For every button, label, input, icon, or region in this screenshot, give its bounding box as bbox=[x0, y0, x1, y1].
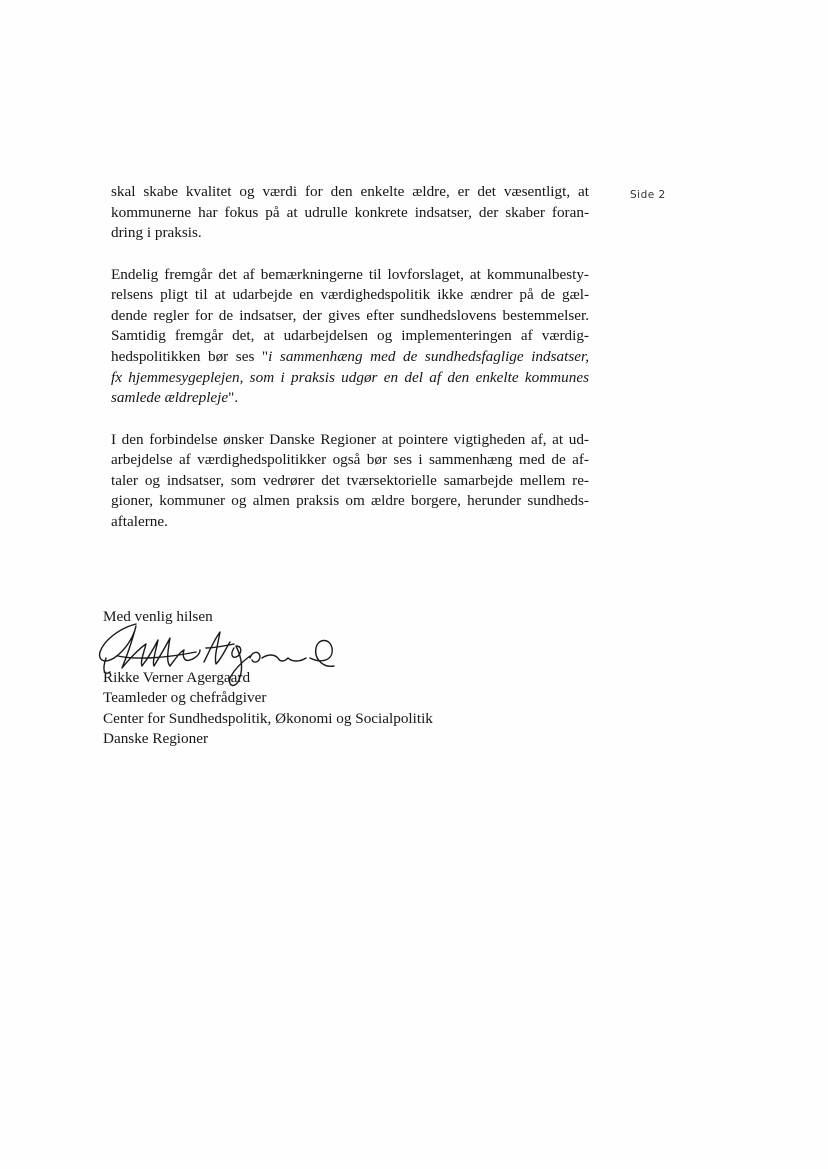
text-line: Endelig fremgår det af bemærkningerne til lovforslaget, at kommunalbesty- bbox=[111, 265, 589, 283]
greeting: Med venlig hilsen bbox=[103, 608, 213, 625]
text-line bbox=[111, 388, 589, 409]
quote-line: fx hjemmesygeplejen, som i praksis udgør en del af den enkelte kommunes bbox=[111, 368, 589, 386]
signer-title: Teamleder og chefrådgiver bbox=[103, 689, 267, 707]
paragraph-1 bbox=[111, 182, 589, 244]
signer-name: Rikke Verner Agergaard bbox=[103, 668, 251, 686]
handwritten-signature bbox=[96, 618, 336, 700]
quote-segment: i sammenhæng med de sundhedsfaglige indsatser, bbox=[268, 347, 589, 365]
paragraph-3 bbox=[111, 430, 589, 533]
text-line: Samtidig fremgår det, at udarbejdelsen og implementeringen af værdig- bbox=[111, 327, 589, 345]
text-line: relsens pligt til at udarbejde en værdighedspolitik ikke ændrer på de gæl- bbox=[111, 286, 589, 304]
text-line: kommunerne har fokus på at udrulle konkrete indsatser, der skaber foran- bbox=[111, 203, 589, 221]
quote-segment: samlede ældrepleje bbox=[111, 389, 229, 407]
text-line bbox=[111, 347, 589, 368]
text-segment: hedspolitikken bør ses " bbox=[111, 347, 269, 365]
text-line: arbejdelse af værdighedspolitikker også bør ses i sammenhæng med de af- bbox=[111, 451, 589, 469]
letter-body bbox=[111, 182, 589, 553]
text-line: aftalerne. bbox=[111, 512, 168, 530]
signer-organization: Danske Regioner bbox=[103, 730, 209, 748]
text-line: dring i praksis. bbox=[111, 224, 202, 242]
page-number: Side 2 bbox=[630, 189, 666, 201]
text-line: taler og indsatser, som vedrører det tværsektorielle samarbejde mellem re- bbox=[111, 471, 589, 489]
text-line: skal skabe kvalitet og værdi for den enkelte ældre, er det væsentligt, at bbox=[111, 183, 589, 200]
text-line: dende regler for de indsatser, der gives efter sundhedslovens bestemmelser. bbox=[111, 306, 589, 324]
text-line: I den forbindelse ønsker Danske Regioner at pointere vigtigheden af, at ud- bbox=[111, 430, 589, 448]
signer-department: Center for Sundhedspolitik, Økonomi og Socialpolitik bbox=[103, 709, 433, 727]
text-line: gioner, kommuner og almen praksis om ældre borgere, herunder sundheds- bbox=[111, 492, 589, 510]
paragraph-2 bbox=[111, 265, 589, 409]
text-segment: ". bbox=[228, 389, 239, 407]
